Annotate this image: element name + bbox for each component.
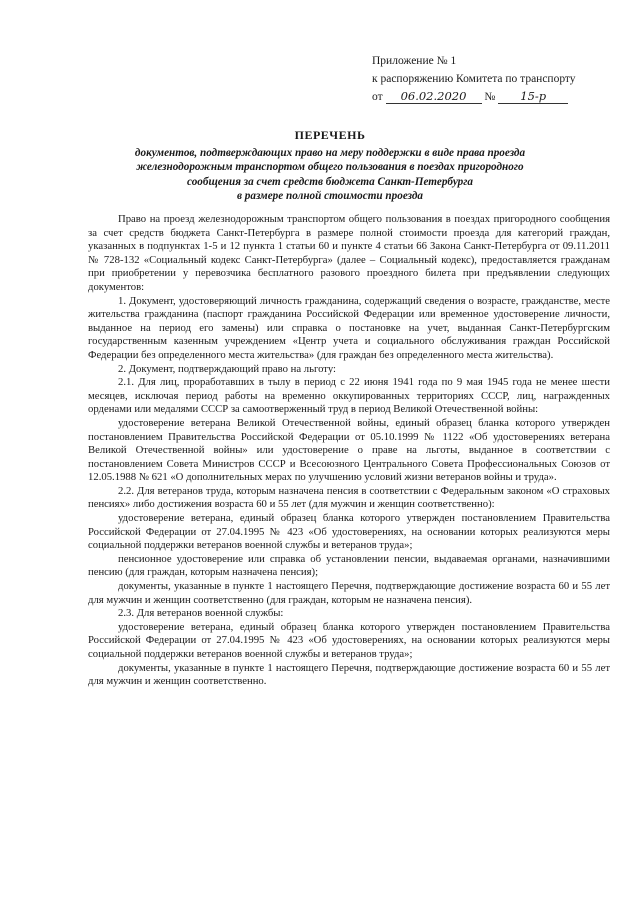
appendix-from-label: от [372,91,383,103]
paragraph-item-2-1: 2.1. Для лиц, проработавших в тылу в период с 22 июня 1941 года по 9 мая 1945 года не менее шести месяцев, исключая период работы на временно оккупированных территориях СССР, лиц, награжденных орденами или медалями СССР за самоотверженный труд в период Великой Отечественной войны: [88,376,610,416]
title-line-1: документов, подтверждающих право на меру поддержки в виде права проезда [134,146,526,159]
paragraph-item-2-3-doc-b: документы, указанные в пункте 1 настоящего Перечня, подтверждающие достижение возраста 60 и 55 лет для мужчин и женщин соответственно. [88,661,610,688]
appendix-order-line: к распоряжению Комитета по транспорту [372,73,576,85]
document-title [90,128,570,204]
appendix-date: 06.02.2020 [386,89,482,104]
paragraph-intro: Право на проезд железнодорожным транспортом общего пользования в поездах пригородного сообщения за счет средств бюджета Санкт-Петербурга в размере полной стоимости проезда для категорий граждан, указанных в подпунктах 1-5 и 12 пункта 1 статьи 60 и пункте 4 статьи 66 Закона Санкт-Петербурга от 09.11.2011 № 728-132 «Социальный кодекс Санкт-Петербурга» (далее – Социальный кодекс), предоставляется гражданам при приобретении у перевозчика бесплатного разового проездного билета при предъявлении следующих документов: [88,213,610,293]
paragraph-item-2-3-doc-a: удостоверение ветерана, единый образец бланка которого утвержден постановлением Правительства Российской Федерации от 27.04.1995 № 423 «Об удостоверениях, на основании которых реализуются меры социальной поддержки ветеранов военной службы и ветеранов труда»; [88,620,610,660]
appendix-block [372,52,612,106]
appendix-no-label: № [484,91,496,103]
document-body [88,213,610,689]
title-line-3: сообщения за счет средств бюджета Санкт-Петербурга [187,175,473,188]
paragraph-item-2-2-doc-a: удостоверение ветерана, единый образец бланка которого утвержден постановлением Правительства Российской Федерации от 27.04.1995 № 423 «Об удостоверениях, на основании которых реализуются меры социальной поддержки ветеранов военной службы и ветеранов труда»; [88,512,610,552]
title-heading: ПЕРЕЧЕНЬ [294,128,366,142]
paragraph-item-2-3: 2.3. Для ветеранов военной службы: [118,607,284,620]
paragraph-item-2: 2. Документ, подтверждающий право на льготу: [118,362,336,375]
paragraph-item-2-2-doc-c: документы, указанные в пункте 1 настоящего Перечня, подтверждающие достижение возраста 60 и 55 лет для мужчин и женщин соответственно (для граждан, которым не назначена пенсия). [88,580,610,606]
appendix-number: 15-р [498,89,568,104]
appendix-title: Приложение № 1 [372,55,457,67]
appendix-date-line [372,88,612,106]
paragraph-item-2-2: 2.2. Для ветеранов труда, которым назначена пенсия в соответствии с Федеральным законом «О страховых пенсиях» либо достижения возраста 60 и 55 лет (для мужчин и женщин соответственно): [88,484,610,511]
paragraph-item-2-2-doc-b: пенсионное удостоверение или справка об установлении пенсии, выдаваемая органами, назначившими пенсию (для граждан, которым назначена пенсия); [88,552,610,579]
title-line-2: железнодорожным транспортом общего пользования в поездах пригородного [136,161,524,174]
paragraph-item-2-1-doc: удостоверение ветерана Великой Отечественной войны, единый образец бланка которого утвержден постановлением Правительства Российской Федерации от 05.10.1999 № 1122 «Об удостоверениях ветерана Великой Отечественной войны» или удостоверение о праве на льготы, выданное в соответствии с постановлением Совета Министров СССР и Всесоюзного Центрального Совета Профессиональных Союзов от 12.05.1988 № 621 «О дополнительных мерах по улучшению условий жизни ветеранов войны и труда». [88,416,610,484]
paragraph-item-1: 1. Документ, удостоверяющий личность гражданина, содержащий сведения о возрасте, гражданстве, месте жительства гражданина (паспорт гражданина Российской Федерации или временное удостоверение личности, выданное на период его замены) или справка о постановке на учет, выданная Санкт-Петербургским государственным казенным учреждением «Центр учета и социального обслуживания граждан Российской Федерации без определенного места жительства» (для граждан без определенного места жительства). [88,294,610,361]
title-line-4: в размере полной стоимости проезда [236,190,424,203]
